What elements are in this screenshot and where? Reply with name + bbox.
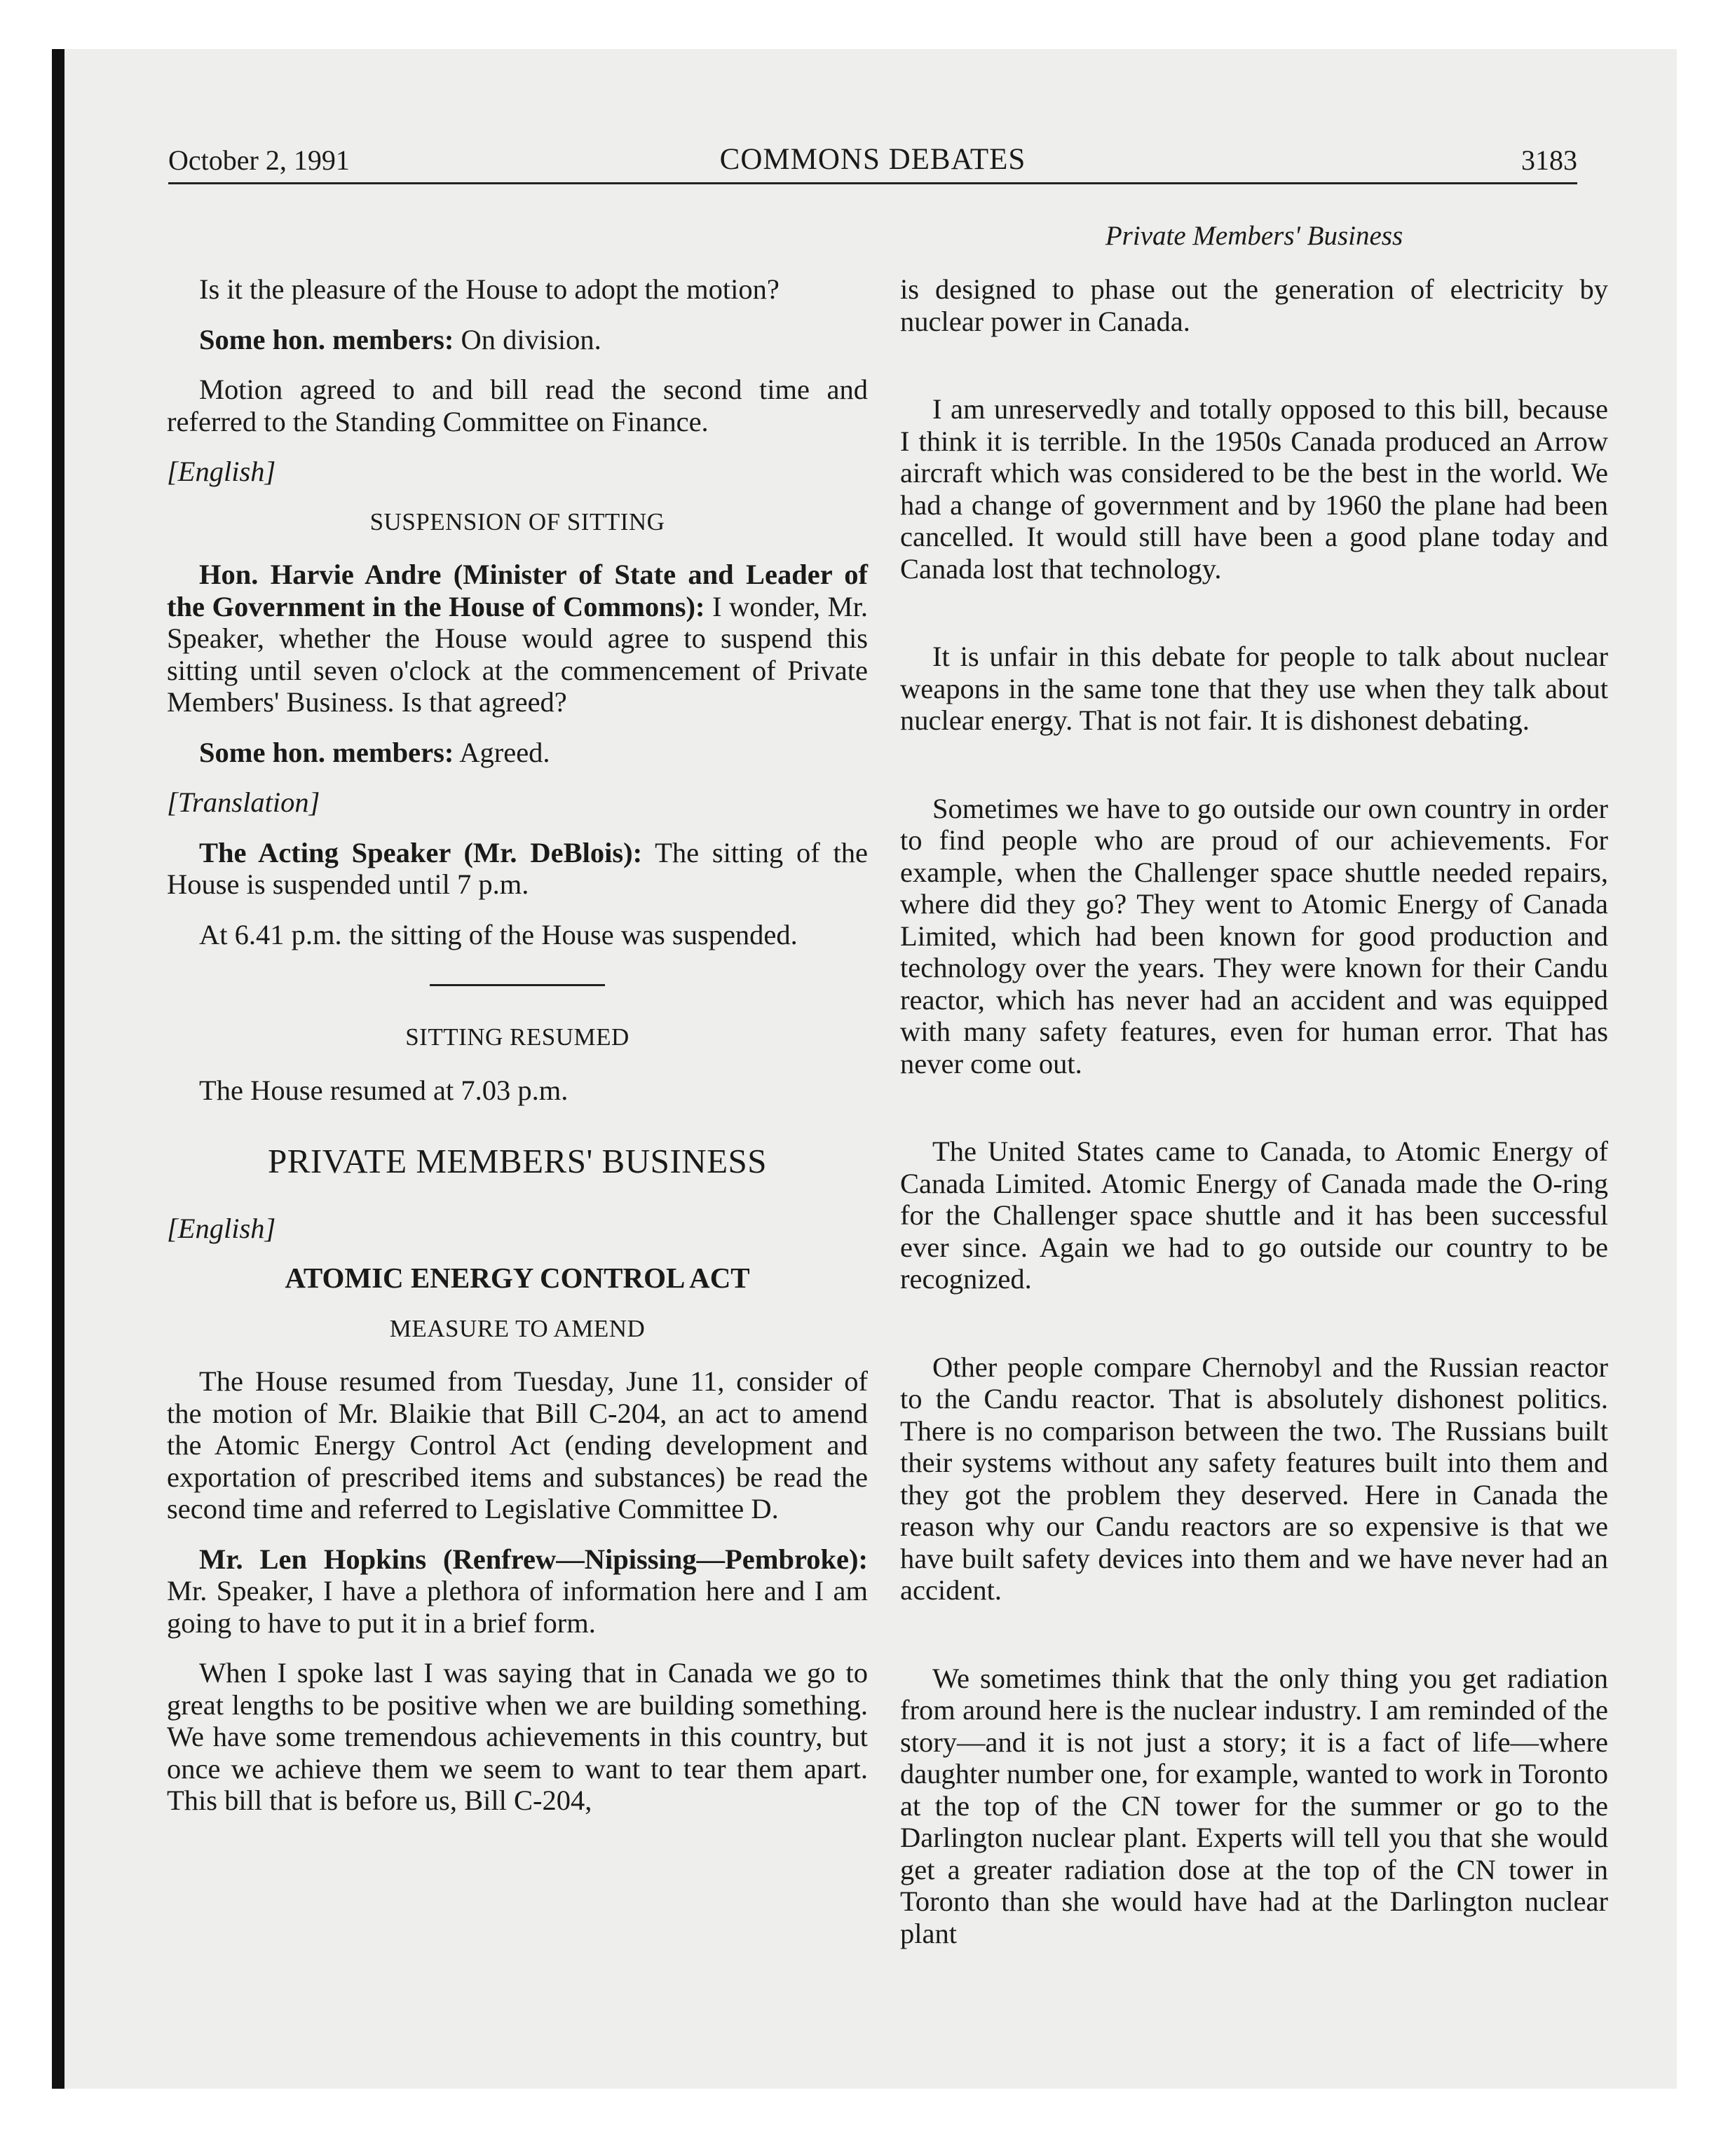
divider xyxy=(430,984,605,986)
scan-edge xyxy=(52,49,64,2089)
paragraph: Other people compare Chernobyl and the Russian reactor to the Candu reactor. That is absolutely dishonest politics. There is no comparison between the two. The Russians built their systems without any safety features built into them and they got the problem they deserved. Here in Canada the reason why our Candu reactors are so expensive is that we have built safety devices into them and we have never had an accident. xyxy=(900,1351,1608,1606)
paragraph: It is unfair in this debate for people to talk about nuclear weapons in the same tone that they use when they talk about nuclear energy. That is not fair. It is dishonest debating. xyxy=(900,641,1608,736)
subheading: SITTING RESUMED xyxy=(405,1023,630,1051)
section-header: Private Members' Business xyxy=(1105,221,1403,251)
speaker-name: The Acting Speaker (Mr. DeBlois): xyxy=(199,836,643,868)
paragraph: At 6.41 p.m. the sitting of the House was suspended. xyxy=(199,918,798,950)
header-page-number: 3183 xyxy=(1521,144,1577,176)
language-marker: [Translation] xyxy=(167,786,320,818)
act-title: ATOMIC ENERGY CONTROL ACT xyxy=(285,1262,750,1294)
speaker-name: Hon. Harvie Andre (Minister of State and Leader of the Government in the House of Commons): xyxy=(167,559,868,622)
speech-text: Mr. Speaker, I have a plethora of information here and I am going to have to put it in a brief form. xyxy=(167,1575,868,1639)
paragraph: The United States came to Canada, to Atomic Energy of Canada Limited. Atomic Energy of Canada made the O-ring for the Challenger space shuttle and it has been successful ever since. Again we had to go outside our country to be recognized. xyxy=(900,1135,1608,1295)
paragraph: I am unreservedly and totally opposed to this bill, because I think it is terrible. In the 1950s Canada produced an Arrow aircraft which was considered to be the best in the world. We had a change of government and by 1960 the plane had been cancelled. It would still have been a good plane today and Canada lost that technology. xyxy=(900,393,1608,585)
paragraph: Sometimes we have to go outside our own country in order to find people who are proud of our achievements. For example, when the Challenger space shuttle needed repairs, where did they go? They went to Atomic Energy of Canada Limited, which had been known for good production and technology over the years. They were known for their Candu reactor, which has never had an accident and was equipped with many safety features, even for human error. That has never come out. xyxy=(900,792,1608,1079)
section-title: PRIVATE MEMBERS' BUSINESS xyxy=(267,1142,768,1180)
language-marker: [English] xyxy=(167,456,276,487)
paragraph xyxy=(167,324,868,356)
speech-text: On division. xyxy=(454,323,601,355)
paragraph xyxy=(167,559,868,718)
speaker-name: Mr. Len Hopkins (Renfrew—Nipissing—Pembroke): xyxy=(199,1543,868,1575)
paragraph: We sometimes think that the only thing you get radiation from around here is the nuclear industry. I am reminded of the story—and it is not just a story; it is a fact of life—where daughter number one, for example, wanted to work in Toronto at the top of the CN tower for the summer or go to the Darlington nuclear plant. Experts will tell you that she would get a greater radiation dose at the top of the CN tower in Toronto than she would have had at the Darlington nuclear plant xyxy=(900,1662,1608,1949)
paragraph: Is it the pleasure of the House to adopt the motion? xyxy=(199,273,780,305)
paragraph: Motion agreed to and bill read the second time and referred to the Standing Committee on Finance. xyxy=(167,374,868,437)
header-date: October 2, 1991 xyxy=(168,144,350,176)
speech-text: Agreed. xyxy=(454,736,550,768)
paragraph: The House resumed from Tuesday, June 11, consider of the motion of Mr. Blaikie that Bill C-204, an act to amend the Atomic Energy Control Act (ending development and exportation of prescribed items and substances) be read the second time and referred to Legislative Committee D. xyxy=(167,1365,868,1524)
right-column xyxy=(900,273,1608,2005)
paragraph xyxy=(167,737,868,769)
speaker-name: Some hon. members: xyxy=(199,323,454,355)
speaker-name: Some hon. members: xyxy=(199,736,454,768)
language-marker: [English] xyxy=(167,1212,276,1244)
paragraph xyxy=(167,1543,868,1639)
paragraph: When I spoke last I was saying that in Canada we go to great lengths to be positive when we are building something. We have some tremendous achievements in this country, but once we achieve them we seem to want to tear them apart. This bill that is before us, Bill C-204, xyxy=(167,1657,868,1816)
paragraph xyxy=(167,837,868,901)
running-head xyxy=(168,140,1577,184)
speech-text: I wonder, Mr. Speaker, whether the House would agree to suspend this sitting until seven o'clock at the commencement of Private Members' Business. Is that agreed? xyxy=(167,590,868,718)
header-publication: COMMONS DEBATES xyxy=(719,143,1026,176)
paragraph: is designed to phase out the generation of electricity by nuclear power in Canada. xyxy=(900,273,1608,337)
subheading: SUSPENSION OF SITTING xyxy=(369,507,665,535)
paragraph: The House resumed at 7.03 p.m. xyxy=(199,1074,569,1106)
speech-text: The sitting of the House is suspended until 7 p.m. xyxy=(167,836,869,900)
left-column xyxy=(167,273,868,1835)
act-subtitle: MEASURE TO AMEND xyxy=(389,1314,646,1342)
